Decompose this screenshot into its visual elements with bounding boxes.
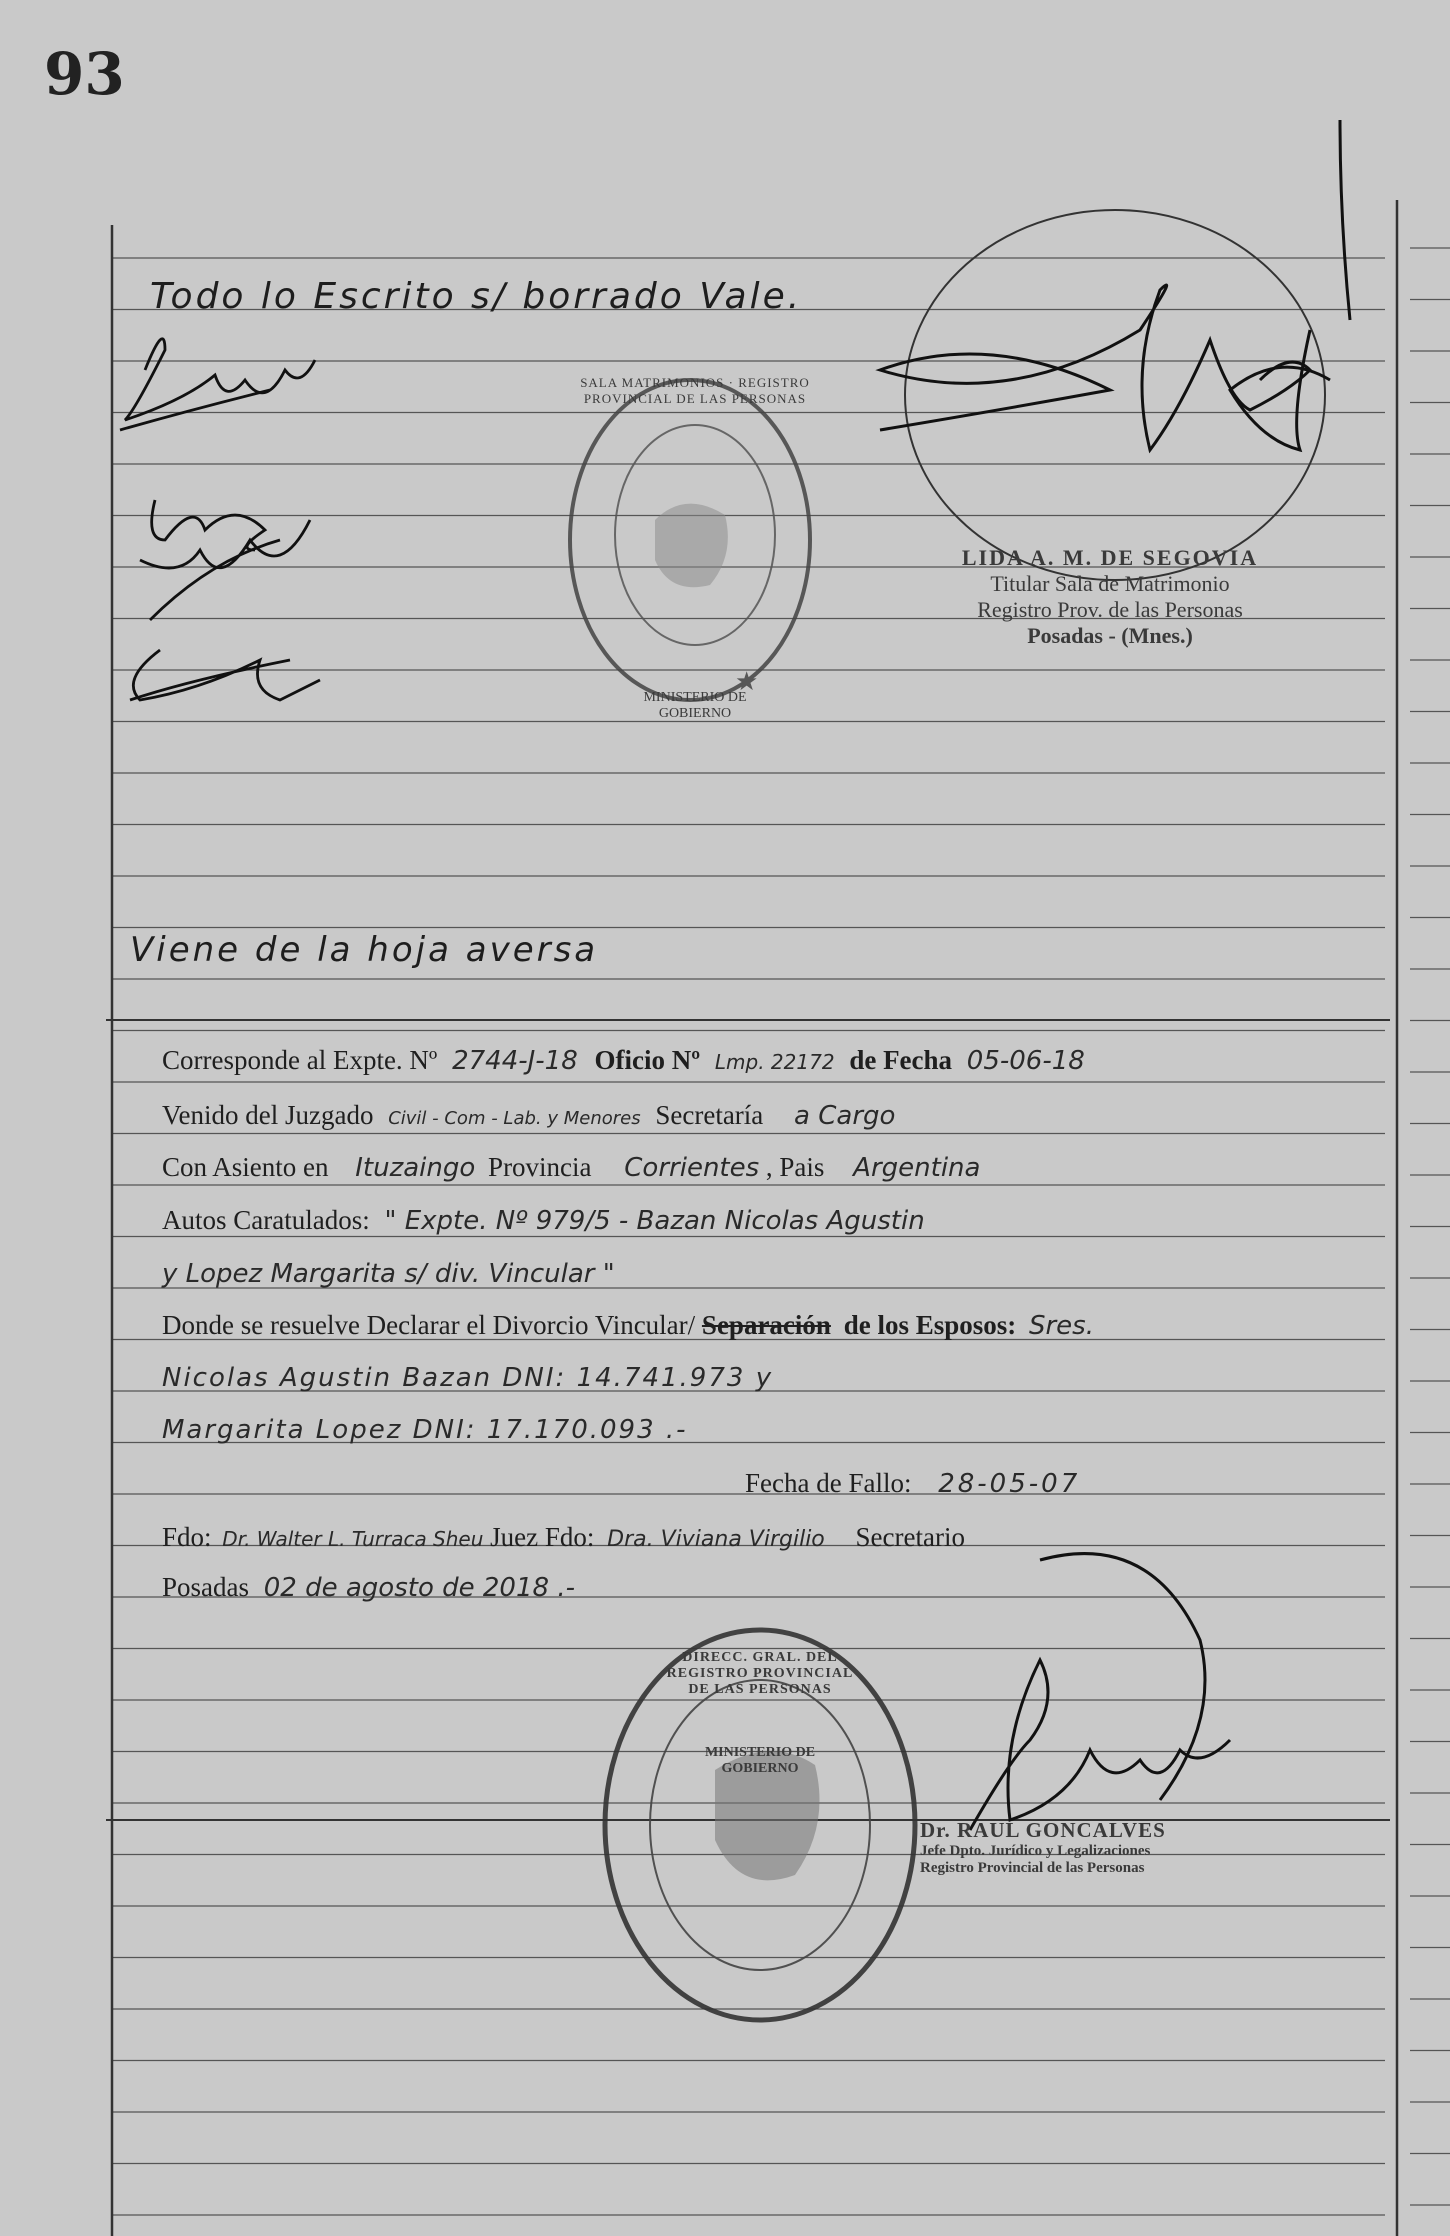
pais-label: , Pais: [765, 1152, 825, 1182]
esposos-label: de los Esposos:: [843, 1310, 1017, 1340]
fallo-label: Fecha de Fallo:: [745, 1468, 912, 1498]
autos-value: " Expte. Nº 979/5 - Bazan Nicolas Agustin: [384, 1206, 925, 1236]
posadas-label: Posadas: [162, 1572, 249, 1602]
oficio-label: Oficio Nº: [594, 1045, 701, 1075]
fecha-label: de Fecha: [849, 1045, 953, 1075]
form-row-autos-cont: [162, 1258, 615, 1289]
left-signatures: [120, 339, 320, 700]
esposos-prefix: Sres.: [1028, 1311, 1094, 1341]
secretaria-label: Secretaría: [655, 1100, 764, 1130]
provincia-value: Corrientes: [624, 1153, 760, 1183]
expte-label: Corresponde al Expte. Nº: [162, 1045, 438, 1075]
upper-stamp-inner-text: MINISTERIO DE GOBIERNO: [643, 690, 747, 721]
resuelve-label: Donde se resuelve Declarar el Divorcio Vincular/: [162, 1310, 696, 1340]
form-row-firmas: [162, 1522, 965, 1553]
secretario-label: Secretario: [855, 1522, 965, 1552]
svg-text:★: ★: [735, 667, 759, 696]
form-row-posadas: [162, 1572, 575, 1603]
upper-officer-title: Titular Sala de Matrimonio: [990, 571, 1230, 596]
upper-officer-name: LIDA A. M. DE SEGOVIA: [961, 545, 1259, 570]
posadas-date: 02 de agosto de 2018 .-: [263, 1573, 575, 1603]
juzgado-value: Civil - Com - Lab. y Menores: [388, 1108, 641, 1129]
esposo-1-value: Nicolas Agustin Bazan DNI: 14.741.973 y: [162, 1363, 774, 1393]
signature-segovia: [880, 120, 1350, 580]
separacion-label: Separación: [701, 1310, 831, 1340]
fallo-value: 28-05-07: [938, 1469, 1081, 1499]
autos-value-cont: y Lopez Margarita s/ div. Vincular ": [162, 1259, 615, 1289]
secretaria-value: a Cargo: [794, 1101, 896, 1131]
expte-value: 2744-J-18: [452, 1046, 578, 1076]
asiento-value: Ituzaingo: [355, 1153, 476, 1183]
lower-stamp-ring-text: DIRECC. GRAL. DEL REGISTRO PROVINCIAL DE LAS PERSONAS: [666, 1650, 854, 1697]
esposo-2-value: Margarita Lopez DNI: 17.170.093 .-: [162, 1415, 688, 1445]
asiento-label: Con Asiento en: [162, 1152, 329, 1182]
autos-label: Autos Caratulados:: [162, 1205, 370, 1235]
provincia-label: Provincia: [488, 1152, 592, 1182]
secretario-value: Dra. Viviana Virgilio: [607, 1527, 825, 1552]
form-row-autos: [162, 1205, 925, 1236]
upper-officer-block: [910, 545, 1310, 649]
juzgado-label: Venido del Juzgado: [162, 1100, 374, 1130]
upper-stamp: [570, 380, 810, 700]
lower-officer-block: [920, 1818, 1280, 1877]
form-row-esposo-2: [162, 1414, 688, 1445]
upper-stamp-ring-text: SALA MATRIMONIOS · REGISTRO PROVINCIAL DE LAS PERSONAS: [580, 375, 810, 406]
lower-officer-office: Registro Provincial de las Personas: [920, 1860, 1145, 1876]
signature-goncalves: [970, 1554, 1230, 1830]
page-number: 93: [44, 40, 125, 108]
lower-officer-title: Jefe Dpto. Jurídico y Legalizaciones: [920, 1843, 1151, 1859]
pais-value: Argentina: [853, 1153, 981, 1183]
form-row-juzgado: [162, 1100, 895, 1131]
form-row-resuelve: [162, 1310, 1094, 1341]
form-row-esposo-1: [162, 1362, 773, 1393]
fecha-value: 05-06-18: [966, 1046, 1085, 1076]
upper-officer-office: Registro Prov. de las Personas: [977, 597, 1243, 622]
oficio-value: Lmp. 22172: [714, 1050, 835, 1074]
juez-value: Dr. Walter L. Turraca Sheu: [222, 1527, 484, 1551]
lower-stamp-inner-text: MINISTERIO DE GOBIERNO: [704, 1745, 816, 1776]
fdo-label: Fdo:: [162, 1522, 212, 1552]
lower-officer-name: Dr. RAUL GONCALVES: [920, 1818, 1166, 1842]
header-note: Todo lo Escrito s/ borrado Vale.: [150, 276, 803, 317]
form-row-fallo: [745, 1468, 1080, 1499]
juez-fdo-label: Juez Fdo:: [490, 1522, 595, 1552]
continuation-note: Viene de la hoja aversa: [130, 930, 599, 970]
form-row-expediente: [162, 1045, 1085, 1076]
upper-officer-city: Posadas - (Mnes.): [1027, 623, 1193, 648]
form-row-asiento: [162, 1152, 980, 1183]
